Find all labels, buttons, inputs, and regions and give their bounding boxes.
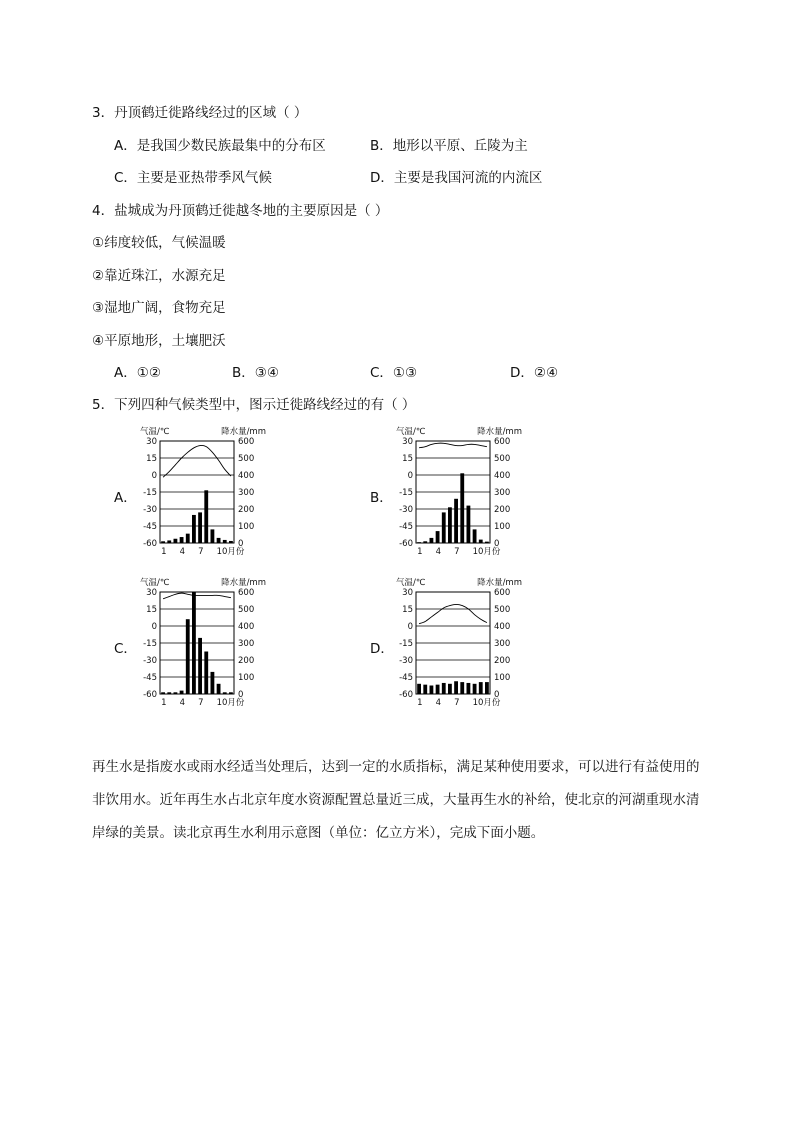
month-tick-label: 7 bbox=[454, 547, 460, 557]
precip-tick-label: 0 bbox=[494, 539, 500, 549]
precip-tick-label: 0 bbox=[238, 539, 244, 549]
precip-bar bbox=[167, 540, 171, 543]
precip-bar bbox=[436, 531, 440, 543]
temp-tick-label: -45 bbox=[399, 522, 413, 532]
temp-tick-label: 15 bbox=[402, 454, 413, 464]
precip-bar bbox=[479, 682, 483, 694]
q4-option-a: A．①② bbox=[114, 365, 161, 381]
temp-tick-label: 15 bbox=[402, 605, 413, 615]
temp-tick-label: 15 bbox=[146, 454, 157, 464]
temp-axis-title: 气温/℃ bbox=[396, 427, 426, 437]
precip-bar bbox=[485, 682, 489, 694]
temp-tick-label: 30 bbox=[402, 588, 413, 598]
precip-bar bbox=[174, 539, 178, 543]
precip-bar bbox=[198, 512, 202, 543]
temp-tick-label: 30 bbox=[146, 437, 157, 447]
month-tick-label: 4 bbox=[435, 547, 442, 557]
precip-tick-label: 100 bbox=[494, 522, 511, 532]
climate-chart-d bbox=[394, 575, 524, 715]
precip-tick-label: 600 bbox=[238, 588, 255, 598]
precip-bar bbox=[192, 515, 196, 543]
precip-tick-label: 500 bbox=[238, 605, 255, 615]
precip-bar bbox=[180, 537, 184, 543]
temp-axis-title: 气温/℃ bbox=[140, 578, 170, 588]
q4-statement-4: ④平原地形，土壤肥沃 bbox=[92, 333, 226, 349]
month-tick-label: 10月份 bbox=[216, 698, 245, 708]
precip-bar bbox=[454, 499, 458, 543]
precip-bar bbox=[161, 541, 165, 543]
temp-tick-label: -30 bbox=[143, 505, 157, 515]
month-tick-label: 7 bbox=[198, 547, 204, 557]
precip-bar bbox=[442, 512, 446, 543]
temp-tick-label: -15 bbox=[399, 639, 413, 649]
temp-tick-label: -15 bbox=[143, 639, 157, 649]
precip-tick-label: 400 bbox=[238, 622, 255, 632]
precip-axis-title: 降水量/mm bbox=[477, 578, 522, 588]
month-tick-label: 4 bbox=[179, 698, 186, 708]
precip-bar bbox=[186, 619, 190, 694]
precip-bar bbox=[192, 592, 196, 694]
month-tick-label: 10月份 bbox=[472, 547, 501, 557]
precip-bar bbox=[460, 682, 464, 694]
precip-tick-label: 600 bbox=[494, 437, 511, 447]
precip-tick-label: 500 bbox=[494, 454, 511, 464]
precip-tick-label: 100 bbox=[494, 673, 511, 683]
temp-tick-label: -60 bbox=[399, 690, 413, 700]
precip-tick-label: 300 bbox=[494, 639, 511, 649]
q3-option-d: D．主要是我国河流的内流区 bbox=[370, 170, 543, 186]
precip-tick-label: 100 bbox=[238, 673, 255, 683]
temp-tick-label: 0 bbox=[151, 622, 157, 632]
reading-passage: 再生水是指废水或雨水经适当处理后，达到一定的水质指标，满足某种使用要求，可以进行有益使用的非饮用水。近年再生水占北京年度水资源配置总量近三成，大量再生水的补给，使北京的河湖重现水清岸绿的美景。读北京再生水利用示意图（单位：亿立方米），完成下面小题。 bbox=[92, 759, 700, 841]
precip-bar bbox=[229, 692, 233, 694]
temp-tick-label: 0 bbox=[151, 471, 157, 481]
temp-tick-label: -15 bbox=[399, 488, 413, 498]
precip-bar bbox=[223, 540, 227, 543]
month-tick-label: 4 bbox=[179, 547, 186, 557]
precip-tick-label: 500 bbox=[494, 605, 511, 615]
precip-axis-title: 降水量/mm bbox=[221, 578, 266, 588]
temp-tick-label: -45 bbox=[399, 673, 413, 683]
precip-bar bbox=[223, 692, 227, 694]
precip-bar bbox=[217, 538, 221, 543]
precip-bar bbox=[204, 490, 208, 543]
precip-bar bbox=[485, 542, 489, 543]
precip-bar bbox=[467, 506, 471, 543]
q4-option-b: B．③④ bbox=[232, 365, 279, 381]
precip-tick-label: 300 bbox=[238, 488, 255, 498]
precip-bar bbox=[436, 685, 440, 694]
precip-bar bbox=[473, 684, 477, 694]
chart-a-letter: A． bbox=[114, 490, 137, 506]
temp-tick-label: 30 bbox=[146, 588, 157, 598]
q4-statement-2: ②靠近珠江，水源充足 bbox=[92, 268, 226, 284]
precip-tick-label: 300 bbox=[238, 639, 255, 649]
temperature-line bbox=[163, 593, 231, 599]
precip-tick-label: 600 bbox=[494, 588, 511, 598]
precip-bar bbox=[174, 692, 178, 694]
precip-bar bbox=[180, 691, 184, 694]
chart-c-letter: C． bbox=[114, 641, 137, 657]
month-tick-label: 1 bbox=[161, 698, 167, 708]
precip-bar bbox=[229, 541, 233, 543]
month-tick-label: 10月份 bbox=[472, 698, 501, 708]
precip-bar bbox=[460, 473, 464, 543]
precip-tick-label: 500 bbox=[238, 454, 255, 464]
precip-bar bbox=[423, 541, 427, 543]
precip-bar bbox=[448, 507, 452, 543]
precip-tick-label: 400 bbox=[238, 471, 255, 481]
precip-bar bbox=[211, 672, 215, 694]
q4-statement-3: ③湿地广阔，食物充足 bbox=[92, 300, 226, 316]
precip-tick-label: 600 bbox=[238, 437, 255, 447]
temp-tick-label: 15 bbox=[146, 605, 157, 615]
precip-tick-label: 200 bbox=[494, 656, 511, 666]
month-tick-label: 1 bbox=[417, 547, 423, 557]
climate-chart-b bbox=[394, 424, 524, 564]
q3-option-c: C．主要是亚热带季风气候 bbox=[114, 170, 272, 186]
precip-tick-label: 400 bbox=[494, 622, 511, 632]
q4-option-c: C．①③ bbox=[370, 365, 418, 381]
precip-tick-label: 0 bbox=[494, 690, 500, 700]
precip-bar bbox=[161, 692, 165, 694]
q4-stem: 4．盐城成为丹顶鹤迁徙越冬地的主要原因是（ ） bbox=[92, 203, 389, 219]
temp-tick-label: -60 bbox=[399, 539, 413, 549]
temp-tick-label: 0 bbox=[407, 471, 413, 481]
temp-tick-label: -30 bbox=[143, 656, 157, 666]
temperature-line bbox=[419, 604, 487, 623]
temp-tick-label: -30 bbox=[399, 656, 413, 666]
precip-bar bbox=[448, 684, 452, 694]
precip-bar bbox=[430, 686, 434, 695]
q3-option-b: B．地形以平原、丘陵为主 bbox=[370, 138, 528, 154]
q4-statement-1: ①纬度较低，气候温暖 bbox=[92, 235, 226, 251]
month-tick-label: 10月份 bbox=[216, 547, 245, 557]
month-tick-label: 1 bbox=[417, 698, 423, 708]
precip-bar bbox=[417, 542, 421, 543]
precip-bar bbox=[473, 529, 477, 543]
precip-bar bbox=[417, 684, 421, 694]
q5-stem: 5．下列四种气候类型中，图示迁徙路线经过的有（ ） bbox=[92, 397, 416, 413]
precip-tick-label: 200 bbox=[238, 656, 255, 666]
temp-tick-label: -45 bbox=[143, 673, 157, 683]
temp-axis-title: 气温/℃ bbox=[140, 427, 170, 437]
precip-bar bbox=[479, 540, 483, 543]
precip-axis-title: 降水量/mm bbox=[221, 427, 266, 437]
month-tick-label: 1 bbox=[161, 547, 167, 557]
precip-bar bbox=[454, 681, 458, 694]
climate-chart-a bbox=[138, 424, 268, 564]
q3-option-a: A．是我国少数民族最集中的分布区 bbox=[114, 138, 326, 154]
climate-chart-c bbox=[138, 575, 268, 715]
q3-stem: 3．丹顶鹤迁徙路线经过的区域（ ） bbox=[92, 105, 308, 121]
temp-tick-label: -30 bbox=[399, 505, 413, 515]
precip-bar bbox=[204, 652, 208, 695]
precip-bar bbox=[442, 683, 446, 694]
month-tick-label: 7 bbox=[198, 698, 204, 708]
month-tick-label: 7 bbox=[454, 698, 460, 708]
precip-tick-label: 300 bbox=[494, 488, 511, 498]
temp-tick-label: 30 bbox=[402, 437, 413, 447]
precip-bar bbox=[217, 684, 221, 694]
temp-tick-label: -45 bbox=[143, 522, 157, 532]
precip-tick-label: 100 bbox=[238, 522, 255, 532]
month-tick-label: 4 bbox=[435, 698, 442, 708]
precip-tick-label: 0 bbox=[238, 690, 244, 700]
chart-b-letter: B． bbox=[370, 490, 393, 506]
precip-bar bbox=[211, 529, 215, 543]
chart-d-letter: D． bbox=[370, 641, 394, 657]
temperature-line bbox=[163, 445, 231, 477]
temperature-line bbox=[419, 443, 487, 448]
precip-tick-label: 200 bbox=[238, 505, 255, 515]
precip-bar bbox=[467, 683, 471, 694]
precip-tick-label: 400 bbox=[494, 471, 511, 481]
temp-axis-title: 气温/℃ bbox=[396, 578, 426, 588]
precip-tick-label: 200 bbox=[494, 505, 511, 515]
precip-bar bbox=[423, 685, 427, 694]
precip-bar bbox=[198, 638, 202, 694]
temp-tick-label: -60 bbox=[143, 690, 157, 700]
precip-bar bbox=[186, 534, 190, 543]
precip-bar bbox=[430, 538, 434, 543]
temp-tick-label: -60 bbox=[143, 539, 157, 549]
precip-axis-title: 降水量/mm bbox=[477, 427, 522, 437]
temp-tick-label: 0 bbox=[407, 622, 413, 632]
precip-bar bbox=[167, 692, 171, 694]
q4-option-d: D．②④ bbox=[510, 365, 559, 381]
temp-tick-label: -15 bbox=[143, 488, 157, 498]
